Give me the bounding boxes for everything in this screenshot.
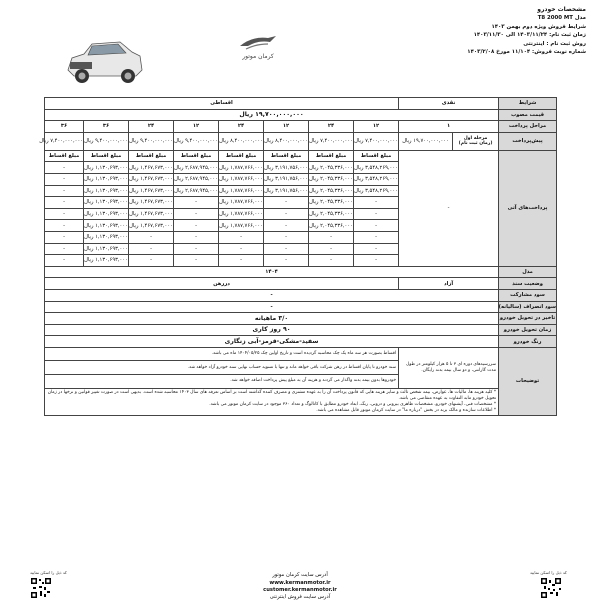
inst-cell: - [174,208,219,220]
late-label: تاخیر در تحویل خودرو [499,313,557,325]
inst-cell: - [45,185,84,197]
inst-cell: - [45,231,84,243]
inst-cell: ۲,۶۸۷,۹۴۵,۰۰۰ ریال [174,185,219,197]
down-g1-12: ۷,۴۰۰,۰۰۰,۰۰۰ ریال [354,132,399,150]
inst-cell: ۱,۱۳۰,۶۹۳,۰۰۰ ریال [84,197,129,209]
price-label: قیمت مصوب [499,109,557,121]
inst-cell: - [264,231,309,243]
inst-cell: - [354,208,399,220]
down-g3-24: ۹,۴۰۰,۰۰۰,۰۰۰ ریال [129,132,174,150]
inst-cell: - [309,255,354,267]
installment-header: اقساطی [45,98,399,110]
conditions-row [45,98,557,110]
inst-cell: - [174,197,219,209]
qr-caption-right: کد ذیل را اسکن نمایید [530,570,567,575]
inst-cell: - [129,231,174,243]
inst-cell: ۱,۷۸۷,۷۶۶,۰۰۰ ریال [219,220,264,232]
inst-cell: ۲,۰۴۵,۳۳۶,۰۰۰ ریال [309,173,354,185]
late-value: ۳/۰ ماهیانه [45,313,499,325]
inst-cell: ۲,۰۴۵,۳۳۶,۰۰۰ ریال [309,185,354,197]
inst-cell: ۲,۰۴۵,۳۳۶,۰۰۰ ریال [309,208,354,220]
inst-cell: ۱,۱۳۰,۶۹۳,۰۰۰ ریال [84,220,129,232]
doc-status-pledge: دررهن [45,278,399,290]
inst-cell: ۱,۴۶۷,۶۷۳,۰۰۰ ریال [129,162,174,174]
note-6: * اطلاعات سازنده و مالک برند در بخش "درباره ما" در سایت کرمان موتور قابل مشاهده می باشد. [316,407,497,413]
inst-cell: ۱,۷۸۷,۷۶۶,۰۰۰ ریال [219,197,264,209]
inst-cell: - [264,255,309,267]
inst-cell: - [174,243,219,255]
inst-cell: ۱,۱۳۰,۶۹۳,۰۰۰ ریال [84,208,129,220]
inst-cell: - [174,255,219,267]
inst-cell: - [45,173,84,185]
inst-cell: - [174,231,219,243]
inst-header: مبلغ اقساط [129,150,174,162]
group3-month-36: ۳۶ [84,121,129,133]
note-5: * مشخصات فنی، آپشنهای خودرو، مشخصات ظاهری بیرونی و درونی، رنگ، ابعاد خودرو مطابق با کاتالوگ و تعداد ۳۶۰ موجود در سایت کرمان موتور می باشد. [209,401,497,407]
inst-cell: ۱,۱۳۰,۶۹۳,۰۰۰ ریال [84,162,129,174]
inst-cell: - [129,243,174,255]
inst-cell: ۱,۷۸۷,۷۶۶,۰۰۰ ریال [219,185,264,197]
info-period: زمان ثبت نام: ۱۴۰۳/۱۱/۲۴ الی ۱۴۰۳/۱۱/۳۰ [473,32,586,39]
inst-header: مبلغ اقساط [174,150,219,162]
inst-cell: - [45,162,84,174]
group3-month-12: ۱۲ [174,121,219,133]
color-row [45,336,557,348]
inst-cell: ۱,۱۳۰,۶۹۳,۰۰۰ ریال [84,173,129,185]
down-sub-label [453,132,499,150]
inst-cell: - [219,231,264,243]
info-title: مشخصات خودرو [537,6,586,13]
delivery-value: ۹۰ روز کاری [45,324,499,336]
kerman-logo-icon [238,34,278,52]
inst-cell: ۱,۱۳۰,۶۹۳,۰۰۰ ریال [84,255,129,267]
qr-caption-left: کد ذیل را اسکن نمایید [30,570,67,575]
footer-shop-label: آدرس سایت فروش اینترنتی [269,594,331,600]
inst-cell: ۳,۵۴۸,۲۶۹,۰۰۰ ریال [354,173,399,185]
inst-cell: - [309,231,354,243]
inst-cell: - [45,220,84,232]
down-g2-24: ۸,۴۰۰,۰۰۰,۰۰۰ ریال [219,132,264,150]
partnership-label: سود مشارکت [499,289,557,301]
inst-header: مبلغ اقساط [84,150,129,162]
footer-site-label: آدرس سایت کرمان موتور [272,572,328,578]
notes-row [45,347,557,361]
group3-month-24: ۲۴ [129,121,174,133]
qr-code-left-icon[interactable] [30,577,52,599]
inst-cell: - [45,208,84,220]
inst-cell: ۱,۷۸۷,۷۶۶,۰۰۰ ریال [219,173,264,185]
price-value: ۱۹,۷۰۰,۰۰۰,۰۰۰ ریال [45,109,499,121]
inst-cell: ۲,۰۴۵,۳۳۶,۰۰۰ ریال [309,197,354,209]
cash-stage: ۱ [399,121,499,133]
down-payment-label: پیش‌پرداخت [499,132,557,150]
cash-amount: ۱۹,۷۰۰,۰۰۰,۰۰۰ ریال [399,132,453,150]
partnership-row [45,289,557,301]
inst-cell: ۱,۴۶۷,۶۷۳,۰۰۰ ریال [129,208,174,220]
down-g1-36: ۷,۴۰۰,۰۰۰,۰۰۰ ریال [45,132,84,150]
notes-row [45,388,557,415]
down-payment-row [45,132,557,150]
down-sub-line2: (زمان ثبت نام) [458,141,493,147]
inst-cell: ۱,۴۶۷,۶۷۳,۰۰۰ ریال [129,220,174,232]
model-year-row [45,266,557,278]
inst-cell: - [354,231,399,243]
brand-logo [228,34,288,74]
inst-cell: ۱,۱۳۰,۶۹۳,۰۰۰ ریال [84,243,129,255]
inst-cell: - [354,220,399,232]
inst-cell: - [45,197,84,209]
notes-label: توضیحات [499,347,557,415]
withdraw-value: - [45,301,499,313]
inst-cell: ۲,۶۸۷,۹۴۵,۰۰۰ ریال [174,162,219,174]
model-year-value: ۱۴۰۴ [45,266,499,278]
inst-cell: ۱,۴۶۷,۶۷۳,۰۰۰ ریال [129,197,174,209]
color-label: رنگ خودرو [499,336,557,348]
stages-label: مراحل پرداخت [499,121,557,133]
stages-row [45,121,557,133]
inst-cell: ۳,۵۴۸,۲۶۹,۰۰۰ ریال [354,185,399,197]
down-g1-24: ۷,۴۰۰,۰۰۰,۰۰۰ ریال [309,132,354,150]
inst-cell: - [45,255,84,267]
inst-header: مبلغ اقساط [45,150,84,162]
inst-cell: - [174,220,219,232]
inst-cell: - [219,243,264,255]
note-4: * کلیه هزینه ها، مالیات ها، عوارض، بیمه شخص ثالث و سایر هزینه هایی که قانون پرداخت آن را به عهده مشتری و مصرف کننده گذاشته است بر اساس تعرفه های سال ۱۴۰۳ محاسبه شده است. بدیهی است در صورت تغییر قوانین و نرخها در زمان تحویل خودرو مابه التفاوت به عهده متقاضی می باشد. [47,389,497,401]
inst-header: مبلغ اقساط [354,150,399,162]
down-g2-12: ۸,۴۰۰,۰۰۰,۰۰۰ ریال [264,132,309,150]
inst-cell: - [219,255,264,267]
inst-cell: - [45,243,84,255]
inst-cell: ۳,۱۹۱,۷۵۶,۰۰۰ ریال [264,162,309,174]
down-sub-line1: مرحله اول [463,136,488,142]
qr-code-right-icon[interactable] [540,577,562,599]
withdraw-label: سود انصراف (سالیانه) [499,301,557,313]
inst-cell: ۲,۶۸۷,۹۴۵,۰۰۰ ریال [174,173,219,185]
note-general [45,388,499,415]
doc-status-free: آزاد [399,278,499,290]
inst-cell: ۲,۰۴۵,۳۳۶,۰۰۰ ریال [309,220,354,232]
inst-cell: - [354,243,399,255]
info-terms: شرایط فروش ویژه دوم بهمن ۱۴۰۳ [491,23,586,30]
header [0,0,600,98]
inst-cell: ۱,۴۶۷,۶۷۳,۰۰۰ ریال [129,185,174,197]
partnership-value: - [45,289,499,301]
group2-month-12: ۱۲ [264,121,309,133]
inst-cell: ۲,۰۴۵,۳۳۶,۰۰۰ ریال [309,162,354,174]
footer-site-url[interactable]: www.kermanmotor.ir [269,580,331,586]
logo-text: کرمان موتور [242,53,274,60]
note-1: اقساط بصورت هر سه ماه یک چک محاسبه گردیده است و تاریخ اولین چک ۱۴۰۴/۰۵/۲۵ ماه می باشد. [45,347,399,361]
inst-cell: - [264,243,309,255]
inst-cell: - [354,197,399,209]
down-g3-12: ۹,۴۰۰,۰۰۰,۰۰۰ ریال [174,132,219,150]
inst-cell: ۱,۷۸۷,۷۶۶,۰۰۰ ریال [219,208,264,220]
model-year-label: مدل [499,266,557,278]
color-value: سفید-مشکی-قرمز-آبی زنگاری [45,336,499,348]
group2-month-24: ۲۴ [219,121,264,133]
inst-cell: - [264,197,309,209]
info-method: روش ثبت نام : اینترنتی [523,40,586,47]
price-row [45,109,557,121]
note-side: سررسیدهای دوره ای ۳ تا ۵ هزار کیلومتر در طول مدت گارانتی، و دو سال بیمه بدنه رایگان. [399,347,499,388]
info-notice: شماره نوبت فروش: ۱۱/۱۰۴ مورخ ۱۴۰۳/۲/۰۸ [467,49,586,56]
delivery-label: زمان تحویل خودرو [499,324,557,336]
car-image [62,30,144,92]
inst-header: مبلغ اقساط [309,150,354,162]
car-info [436,6,586,56]
inst-cell: - [309,243,354,255]
price-table [39,97,557,416]
group1-month-36: ۳۶ [45,121,84,133]
inst-cell: - [264,220,309,232]
note-2: سند خودرو تا پایان اقساط در رهن شرکت باقی خواهد ماند و تنها با تسویه حساب نهایی سند خودرو آزاد خواهد شد. [45,361,399,375]
delivery-row [45,324,557,336]
footer-shop-url[interactable]: customer.kermanmotor.ir [263,587,337,593]
inst-cell: ۳,۱۹۱,۷۵۶,۰۰۰ ریال [264,185,309,197]
inst-cell: ۳,۱۹۱,۷۵۶,۰۰۰ ریال [264,173,309,185]
withdraw-row [45,301,557,313]
installment-header-row [45,150,557,162]
late-row [45,313,557,325]
inst-cell: ۱,۷۸۷,۷۶۶,۰۰۰ ریال [219,162,264,174]
inst-cell: ۳,۵۴۸,۲۶۹,۰۰۰ ریال [354,162,399,174]
inst-cell: - [264,208,309,220]
inst-cell: ۱,۱۳۰,۶۹۳,۰۰۰ ریال [84,231,129,243]
inst-header: مبلغ اقساط [219,150,264,162]
future-payments-label: پرداخت‌های آتی [499,150,557,266]
inst-header: مبلغ اقساط [264,150,309,162]
info-model: مدل T8 2000 MT [537,15,586,22]
doc-status-row [45,278,557,290]
conditions-label: شرایط [499,98,557,110]
group1-month-24: ۲۴ [309,121,354,133]
group1-month-12: ۱۲ [354,121,399,133]
cash-header: نقدی [399,98,499,110]
inst-cell: - [129,255,174,267]
doc-status-label: وضعیت سند [499,278,557,290]
down-g3-36: ۹,۴۰۰,۰۰۰,۰۰۰ ریال [84,132,129,150]
cash-future-dash: - [399,150,499,266]
note-3: خودروها بدون بیمه بدنه واگذار می گردند و هزینه آن به مبلغ پیش پرداخت اضافه خواهد شد. [45,375,399,389]
inst-cell: - [354,255,399,267]
inst-cell: ۱,۴۶۷,۶۷۳,۰۰۰ ریال [129,173,174,185]
inst-cell: ۱,۱۳۰,۶۹۳,۰۰۰ ریال [84,185,129,197]
